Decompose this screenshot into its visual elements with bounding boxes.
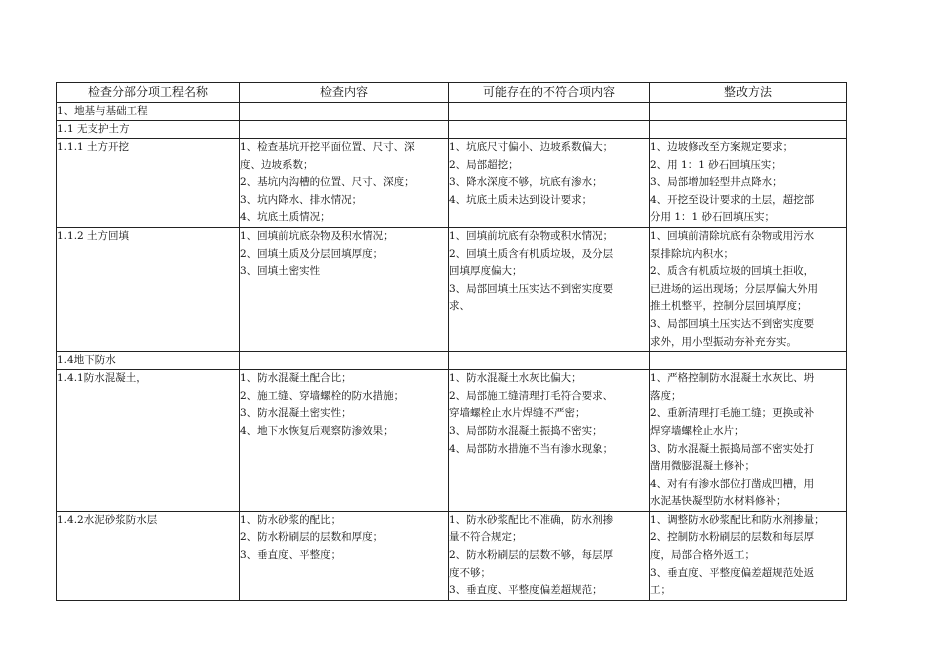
- cell-line: 3、防水混凝土振捣局部不密实处打: [650, 442, 815, 455]
- inspection-content: [240, 511, 449, 600]
- table-row: [57, 370, 847, 512]
- cell-line: 3、坑内降水、排水情况；: [240, 193, 363, 206]
- cell-line: 2、施工缝、穿墙螺栓的防水措施；: [240, 389, 405, 402]
- nonconformity-content: [449, 227, 650, 351]
- cell-line: 4、对有有渗水部位打凿成凹槽，用: [650, 477, 815, 490]
- cell-line: 1、边坡修改至方案规定要求；: [650, 141, 794, 153]
- empty-cell: [240, 121, 449, 139]
- cell-line: 分用 1：1 砂石回填压实；: [650, 211, 776, 224]
- empty-cell: [449, 352, 650, 370]
- cell-line: 3、垂直度、平整度偏差超规范处返: [650, 566, 815, 579]
- subsection-title: 1.1 无支护土方: [57, 121, 240, 139]
- cell-line: 3、垂直度、平整度；: [240, 549, 342, 562]
- cell-line: 1、回填前清除坑底有杂物或用污水: [650, 229, 815, 242]
- cell-line: 4、坑底土质未达到设计要求；: [449, 193, 593, 206]
- cell-line: 2、防水粉刷层的层数不够，每层厚: [449, 549, 614, 562]
- cell-line: 3、垂直度、平整度偏差超规范；: [449, 584, 603, 597]
- cell-line: 推土机整平，控制分层回填厚度；: [650, 300, 808, 313]
- empty-cell: [650, 121, 847, 139]
- rectification-method: [650, 227, 847, 351]
- inspection-content: [240, 139, 449, 228]
- rectification-method: [650, 139, 847, 228]
- empty-cell: [650, 103, 847, 121]
- cell-line: 3、局部增加轻型井点降水；: [650, 176, 783, 189]
- inspection-content: [240, 370, 449, 512]
- empty-cell: [650, 352, 847, 370]
- header-nonconformity: 可能存在的不符合项内容: [449, 83, 650, 103]
- section-title: 1、地基与基础工程: [57, 103, 240, 121]
- subsection-row: [57, 352, 847, 370]
- cell-line: 2、质含有机质垃圾的回填土拒收，: [650, 265, 815, 278]
- empty-cell: [449, 103, 650, 121]
- cell-line: 2、重新清理打毛施工缝；更换或补: [650, 407, 815, 420]
- header-row: [57, 83, 847, 103]
- cell-line: 2、回填土质及分层回填厚度；: [240, 247, 384, 260]
- cell-line: 泵排除坑内积水；: [650, 247, 734, 260]
- cell-line: 回填厚度偏大；: [449, 265, 523, 278]
- cell-line: 4、开挖至设计要求的土层，超挖部: [650, 193, 815, 206]
- item-name: 1.1.2 土方回填: [57, 227, 240, 351]
- cell-line: 水泥基快凝型防水材料修补；: [650, 495, 787, 508]
- empty-cell: [449, 121, 650, 139]
- cell-line: 度、边坡系数；: [240, 158, 314, 171]
- cell-line: 已进场的运出现场；分层厚偏大外用: [650, 282, 818, 295]
- empty-cell: [240, 352, 449, 370]
- section-row: [57, 103, 847, 121]
- cell-line: 度，局部合格外返工；: [650, 549, 755, 562]
- nonconformity-content: [449, 370, 650, 512]
- cell-line: 2、用 1：1 砂石回填压实；: [650, 158, 782, 171]
- cell-line: 4、坑底土质情况；: [240, 211, 331, 224]
- cell-line: 3、回填土密实性: [240, 265, 321, 278]
- cell-line: 穿墙螺栓止水片焊缝不严密；: [449, 407, 586, 420]
- cell-line: 量不符合规定；: [449, 531, 523, 544]
- rectification-method: [650, 511, 847, 600]
- cell-line: 2、局部施工缝清理打毛符合要求、: [449, 389, 614, 402]
- cell-line: 1、调整防水砂浆配比和防水剂掺量；: [650, 513, 825, 526]
- header-inspection-content: 检查内容: [240, 83, 449, 103]
- table-row: [57, 511, 847, 600]
- cell-line: 1、严格控制防水混凝土水灰比、坍: [650, 372, 815, 385]
- cell-line: 4、局部防水措施不当有渗水现象；: [449, 442, 614, 455]
- cell-line: 3、局部回填土压实达不到密实度要: [650, 317, 815, 330]
- header-rectification: 整改方法: [650, 83, 847, 103]
- cell-line: 3、局部防水混凝土振捣不密实；: [449, 424, 603, 437]
- cell-line: 3、降水深度不够，坑底有渗水；: [449, 176, 603, 189]
- rectification-method: [650, 370, 847, 512]
- nonconformity-content: [449, 139, 650, 228]
- inspection-table: [56, 82, 847, 601]
- table-row: [57, 139, 847, 228]
- cell-line: 落度；: [650, 389, 682, 402]
- cell-line: 1、回填前坑底杂物及积水情况；: [240, 229, 394, 242]
- cell-line: 2、防水粉刷层的层数和厚度；: [240, 531, 384, 544]
- cell-line: 4、地下水恢复后观察防渗效果；: [240, 424, 394, 437]
- cell-line: 度不够；: [449, 566, 491, 579]
- cell-line: 3、防水混凝土密实性；: [240, 407, 352, 420]
- subsection-title: 1.4地下防水: [57, 352, 240, 370]
- cell-line: 焊穿墙螺栓止水片；: [650, 424, 745, 437]
- cell-line: 求外，用小型振动夯补充夯实。: [650, 335, 797, 348]
- cell-line: 1、防水混凝土水灰比偏大；: [449, 372, 582, 385]
- cell-line: 2、控制防水粉刷层的层数和每层厚: [650, 531, 815, 544]
- item-name: 1.4.2水泥砂浆防水层: [57, 511, 240, 600]
- nonconformity-content: [449, 511, 650, 600]
- empty-cell: [240, 103, 449, 121]
- item-name: 1.1.1 土方开挖: [57, 139, 240, 228]
- cell-line: 1、防水混凝土配合比；: [240, 372, 352, 385]
- header-item-name: 检查分部分项工程名称: [57, 83, 240, 103]
- item-name: 1.4.1防水混凝土，: [57, 370, 240, 512]
- inspection-content: [240, 227, 449, 351]
- cell-line: 2、基坑内沟槽的位置、尺寸、深度；: [240, 176, 415, 189]
- table-row: [57, 227, 847, 351]
- cell-line: 1、防水砂浆的配比；: [240, 513, 342, 526]
- cell-line: 1、坑底尺寸偏小、边坡系数偏大；: [449, 141, 614, 153]
- cell-line: 凿用微膨混凝土修补；: [650, 460, 755, 473]
- cell-line: 2、局部超挖；: [449, 158, 519, 171]
- cell-line: 1、检查基坑开挖平面位置、尺寸、深: [240, 141, 415, 153]
- cell-line: 1、回填前坑底有杂物或积水情况；: [449, 229, 614, 242]
- cell-line: 1、防水砂浆配比不准确，防水剂掺: [449, 513, 614, 526]
- cell-line: 2、回填土质含有机质垃圾，及分层: [449, 247, 614, 260]
- cell-line: 3、局部回填土压实达不到密实度要: [449, 282, 614, 295]
- subsection-row: [57, 121, 847, 139]
- cell-line: 求、: [449, 300, 470, 313]
- cell-line: 工；: [650, 584, 671, 597]
